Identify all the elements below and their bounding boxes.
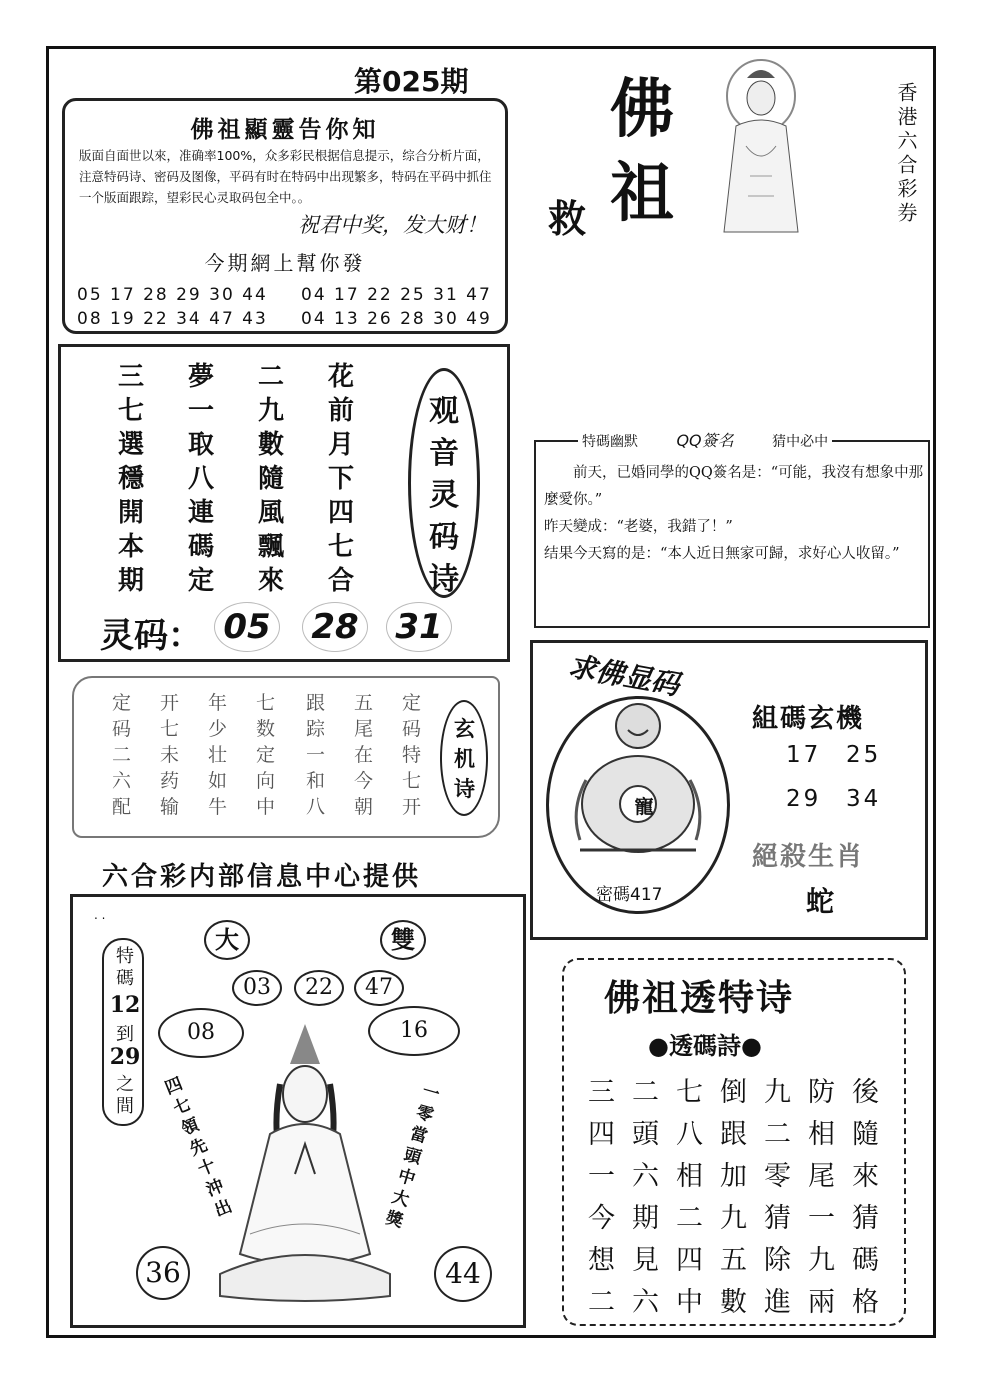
tou-te-char: 猜 <box>764 1203 791 1234</box>
qq-header-label: 特碼幽默 <box>582 434 638 450</box>
brand-title-char: 佛 <box>610 72 674 147</box>
qq-line: 前天，已婚同學的QQ簽名是：“可能，我沒有想象中那麼愛你。” <box>544 465 924 508</box>
tou-te-char: 除 <box>764 1245 791 1276</box>
notice-body: 版面自面世以來，准确率100%，众多彩民根据信息提示，综合分析片面，注意特码诗、密码及图像，平码有时在特码中出现繁多，特码在平码中抓住一个版面跟踪，望彩民心灵取码包全中。。 <box>79 148 492 205</box>
poem-char: 下 <box>328 464 355 494</box>
poem-char: 開 <box>118 498 145 528</box>
brand-title-char: 祖 <box>610 156 674 231</box>
xuanji-column <box>112 690 152 820</box>
poem-char: 連 <box>188 498 215 528</box>
tou-te-char: 六 <box>632 1287 659 1318</box>
xuanji-label-oval <box>440 700 488 816</box>
poem-char: 來 <box>258 566 285 596</box>
poem-char: 穩 <box>118 464 145 494</box>
qq-header-label: QQ簽名 <box>676 431 734 450</box>
right-slant-text: 一零當頭中大獎 <box>383 1081 442 1232</box>
xuanji-char: 输 <box>160 796 180 818</box>
left-number: 08 <box>158 1008 244 1058</box>
poem-char: 選 <box>118 430 145 460</box>
tou-te-char: 一 <box>588 1161 615 1192</box>
laughing-buddha-figure <box>566 700 710 864</box>
guanyin-figure-bottom <box>210 1024 400 1306</box>
xuanji-char: 如 <box>208 770 228 792</box>
kill-zodiac-title: 絕殺生肖 <box>752 842 865 872</box>
tema-from: 12 <box>109 992 141 1018</box>
poem-row <box>118 458 398 492</box>
poem-char: 期 <box>118 566 145 596</box>
xuanji-char: 药 <box>160 770 180 792</box>
qq-line: 结果今天寫的是：“本人近日無家可歸，求好心人收留。” <box>544 546 900 562</box>
poem-char: 前 <box>328 396 355 426</box>
xuanji-char: 开 <box>402 796 422 818</box>
xuanji-char: 二 <box>112 744 132 766</box>
tou-te-char: 九 <box>764 1077 791 1108</box>
xuanji-char: 八 <box>306 796 326 818</box>
poem-row <box>118 424 398 458</box>
xuanji-char: 今 <box>354 770 374 792</box>
xuanji-char: 六 <box>112 770 132 792</box>
buddha-badge: 寵 <box>634 796 654 818</box>
guanyin-poem-label: 观音灵码诗 <box>429 394 459 597</box>
xuanji-column <box>160 690 200 820</box>
poem-char: 九 <box>258 396 285 426</box>
tou-te-char: 二 <box>588 1287 615 1318</box>
tou-te-char: 九 <box>720 1203 747 1234</box>
tou-te-char: 後 <box>852 1077 879 1108</box>
tou-te-grid <box>588 1070 896 1322</box>
tou-te-char: 見 <box>632 1245 659 1276</box>
lingma-number: 28 <box>302 602 368 652</box>
tou-te-char: 防 <box>808 1077 835 1108</box>
tou-te-char: 四 <box>676 1245 703 1276</box>
tou-te-char: 格 <box>852 1287 879 1318</box>
poem-row <box>118 560 398 594</box>
xuanji-char: 特 <box>402 744 422 766</box>
tema-to-word: 到 <box>116 1024 134 1045</box>
xuanji-char: 七 <box>402 770 422 792</box>
combo-number: 25 <box>846 742 882 768</box>
poem-char: 夢 <box>188 362 215 392</box>
xuanji-char: 配 <box>112 796 132 818</box>
tou-te-title: 佛祖透特诗 <box>604 977 795 1019</box>
poem-row <box>118 390 398 424</box>
tou-te-char: 隨 <box>852 1119 879 1150</box>
xuanji-char: 码 <box>402 718 422 740</box>
poem-char: 飄 <box>258 532 285 562</box>
bottom-right-number: 44 <box>434 1246 492 1302</box>
tou-te-row <box>588 1112 896 1154</box>
number-set: 04 17 22 25 31 47 <box>301 285 492 305</box>
notice-subtitle: 今期網上幫你發 <box>204 251 366 275</box>
poem-char: 合 <box>328 566 355 596</box>
poem-char: 三 <box>118 362 145 392</box>
xuanji-char: 在 <box>354 744 374 766</box>
top-number: 22 <box>294 970 344 1006</box>
xuanji-char: 跟 <box>306 692 326 714</box>
tema-to: 29 <box>109 1044 141 1070</box>
tou-te-char: 九 <box>808 1245 835 1276</box>
tou-te-char: 八 <box>676 1119 703 1150</box>
tema-post: 之間 <box>116 1074 134 1117</box>
tou-te-char: 頭 <box>632 1119 659 1150</box>
combo-number: 29 <box>786 786 822 812</box>
xuanji-char: 五 <box>354 692 374 714</box>
xuanji-char: 向 <box>256 770 276 792</box>
xuanji-char: 开 <box>160 692 180 714</box>
poem-char: 取 <box>188 430 215 460</box>
tou-te-char: 加 <box>720 1161 747 1192</box>
qq-header-label: 猜中必中 <box>772 434 829 450</box>
seek-buddha-title: 求佛显码 <box>565 649 682 702</box>
tou-te-char: 猜 <box>852 1203 879 1234</box>
tema-pre: 特碼 <box>116 946 134 989</box>
poem-char: 月 <box>328 430 355 460</box>
poem-char: 定 <box>188 566 215 596</box>
left-slant-text: 四七領先十沖出 <box>162 1073 235 1222</box>
tou-te-char: 二 <box>632 1077 659 1108</box>
tou-te-char: 今 <box>588 1203 615 1234</box>
tou-te-char: 三 <box>588 1077 615 1108</box>
tou-te-char: 七 <box>676 1077 703 1108</box>
xuanji-char: 中 <box>256 796 276 818</box>
top-number: 03 <box>232 970 282 1006</box>
tou-te-row <box>588 1238 896 1280</box>
brand-title-small: 救 <box>548 196 587 241</box>
xuanji-column <box>402 690 442 820</box>
kill-zodiac-animal: 蛇 <box>806 885 835 918</box>
number-set: 08 19 22 34 47 43 <box>77 309 268 329</box>
xuanji-char: 数 <box>256 718 276 740</box>
xuanji-char: 和 <box>306 770 326 792</box>
brand-title <box>610 68 690 236</box>
qq-header <box>578 428 832 451</box>
tou-te-char: 六 <box>632 1161 659 1192</box>
tou-te-char: 五 <box>720 1245 747 1276</box>
combo-number: 34 <box>846 786 882 812</box>
guanyin-figure-top <box>706 56 816 234</box>
xuanji-char: 壮 <box>208 744 228 766</box>
tou-te-char: 數 <box>720 1287 747 1318</box>
bottom-left-number: 36 <box>136 1246 190 1300</box>
xuanji-char: 尾 <box>354 718 374 740</box>
tou-te-char: 二 <box>764 1119 791 1150</box>
tou-te-char: 相 <box>676 1161 703 1192</box>
xuanji-char: 码 <box>112 718 132 740</box>
tou-te-char: 進 <box>764 1287 791 1318</box>
xuanji-char: 未 <box>160 744 180 766</box>
tou-te-char: 一 <box>808 1203 835 1234</box>
xuanji-char: 一 <box>306 744 326 766</box>
poem-char: 花 <box>328 362 355 392</box>
tou-te-row <box>588 1154 896 1196</box>
xuanji-char: 定 <box>402 692 422 714</box>
right-number: 16 <box>368 1006 460 1056</box>
tou-te-char: 想 <box>588 1245 615 1276</box>
poem-char: 本 <box>118 532 145 562</box>
xuanji-char: 七 <box>256 692 276 714</box>
number-set: 04 13 26 28 30 49 <box>301 309 492 329</box>
tou-te-subtitle: ●透碼詩● <box>648 1031 762 1060</box>
poem-char: 四 <box>328 498 355 528</box>
tou-te-char: 二 <box>676 1203 703 1234</box>
poem-row <box>118 492 398 526</box>
xuanji-column <box>354 690 394 820</box>
dots: . . <box>94 908 106 922</box>
poem-row <box>118 356 398 390</box>
issue-number: 第025期 <box>354 65 469 98</box>
big-circle: 大 <box>204 920 250 960</box>
poem-char: 隨 <box>258 464 285 494</box>
xuanji-char: 定 <box>256 744 276 766</box>
tou-te-char: 兩 <box>808 1287 835 1318</box>
tou-te-char: 尾 <box>808 1161 835 1192</box>
tou-te-row <box>588 1070 896 1112</box>
xuanji-char: 牛 <box>208 796 228 818</box>
tou-te-char: 相 <box>808 1119 835 1150</box>
poem-char: 七 <box>118 396 145 426</box>
tou-te-char: 來 <box>852 1161 879 1192</box>
combo-number: 17 <box>786 742 822 768</box>
notice-wish: 祝君中奖，发大财！ <box>298 213 487 237</box>
poem-char: 八 <box>188 464 215 494</box>
tou-te-char: 零 <box>764 1161 791 1192</box>
poem-char: 碼 <box>188 532 215 562</box>
tou-te-char: 倒 <box>720 1077 747 1108</box>
xuanji-column <box>256 690 296 820</box>
xuanji-column <box>306 690 346 820</box>
tou-te-char: 碼 <box>852 1245 879 1276</box>
notice-title: 佛祖顯靈告你知 <box>190 116 380 143</box>
tou-te-row <box>588 1280 896 1322</box>
xuanji-char: 定 <box>112 692 132 714</box>
xuanji-char: 踪 <box>306 718 326 740</box>
tou-te-char: 期 <box>632 1203 659 1234</box>
xuanji-char: 少 <box>208 718 228 740</box>
qq-line: 昨天變成：“老婆，我錯了！” <box>544 519 733 535</box>
top-number: 47 <box>354 970 404 1006</box>
tou-te-row <box>588 1196 896 1238</box>
hk-side-text: 香港六合彩券 <box>894 82 918 226</box>
secret-code: 密碼417 <box>596 885 663 905</box>
qq-body <box>544 460 924 568</box>
tema-range-capsule <box>102 938 144 1126</box>
tou-te-char: 四 <box>588 1119 615 1150</box>
poem-row <box>118 526 398 560</box>
poem-char: 風 <box>258 498 285 528</box>
tou-te-char: 中 <box>676 1287 703 1318</box>
poem-char: 二 <box>258 362 285 392</box>
combo-title: 組碼玄機 <box>752 704 865 734</box>
sponsor-line: 六合彩内部信息中心提供 <box>102 862 422 892</box>
xuanji-column <box>208 690 248 820</box>
notice-box <box>62 98 508 334</box>
xuanji-char: 年 <box>208 692 228 714</box>
lingma-label: 灵码： <box>100 616 202 656</box>
lingma-number: 31 <box>386 602 452 652</box>
xuanji-label: 玄机诗 <box>454 716 475 801</box>
guanyin-poem-label-oval <box>408 368 480 598</box>
double-circle: 雙 <box>380 920 426 960</box>
xuanji-char: 七 <box>160 718 180 740</box>
tou-te-char: 跟 <box>720 1119 747 1150</box>
poem-char: 一 <box>188 396 215 426</box>
poem-char: 七 <box>328 532 355 562</box>
lingma-number: 05 <box>214 602 280 652</box>
number-set: 05 17 28 29 30 44 <box>77 285 268 305</box>
poem-char: 數 <box>258 430 285 460</box>
xuanji-char: 朝 <box>354 796 374 818</box>
guanyin-poem-grid <box>118 356 398 594</box>
